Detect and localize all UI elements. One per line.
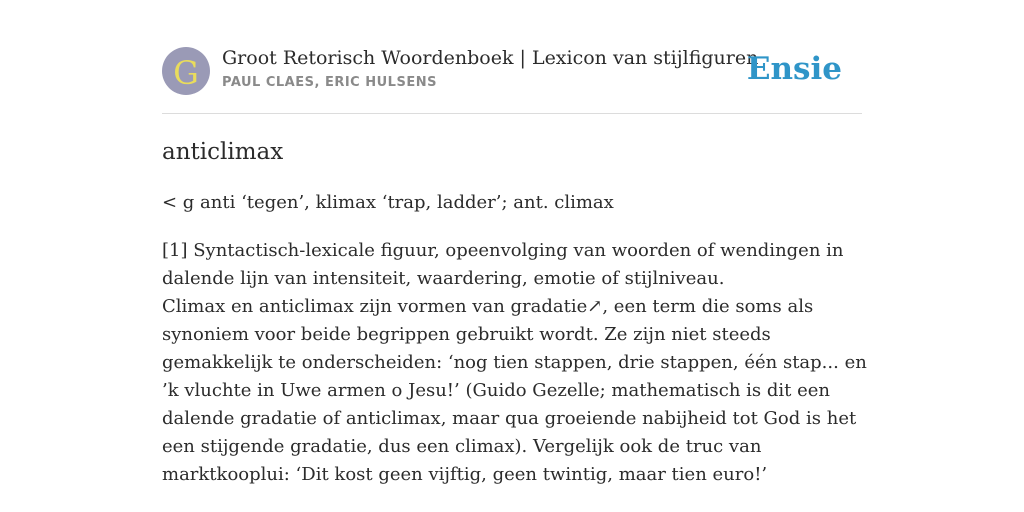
header (162, 0, 862, 114)
entry-etymology: < g anti ‘tegen’, klimax ‘trap, ladder’; ant. climax (162, 192, 614, 213)
book-title[interactable]: Groot Retorisch Woordenboek | Lexicon van stijlfiguren (222, 47, 759, 69)
definition-post-link: , een term die soms als synoniem voor beide begrippen gebruikt wordt. Ze zijn niet steeds gemakkelijk te onderscheiden: ‘nog tien stappen, drie stappen, één stap... en ’k vluchte in Uwe armen o Jesu!’ (Guido Gezelle; mathematisch is dit een dalende gradatie of anticlimax, maar qua groeiende nabijheid tot God is het een stijgende gradatie, dus een climax). Vergelijk ook de truc van marktkooplui: ‘Dit kost geen vijftig, geen twintig, maar tien euro!’ (162, 296, 867, 485)
page-container (162, 0, 867, 485)
book-authors: PAUL CLAES, ERIC HULSENS (222, 75, 437, 90)
definition-pre-link: Climax en anticlimax zijn vormen van (162, 296, 511, 317)
definition-first-line: [1] Syntactisch-lexicale figuur, opeenvolging van woorden of wendingen in dalende lijn van intensiteit, waardering, emotie of stijlniveau. (162, 240, 844, 289)
gradatie-link[interactable]: gradatie↗ (510, 296, 603, 317)
brand-logo[interactable]: Ensie (746, 51, 842, 87)
definition-body (162, 293, 867, 489)
entry-definition (162, 237, 867, 489)
book-avatar[interactable] (162, 47, 210, 95)
avatar-letter: G (173, 53, 199, 92)
entry-term: anticlimax (162, 139, 284, 165)
